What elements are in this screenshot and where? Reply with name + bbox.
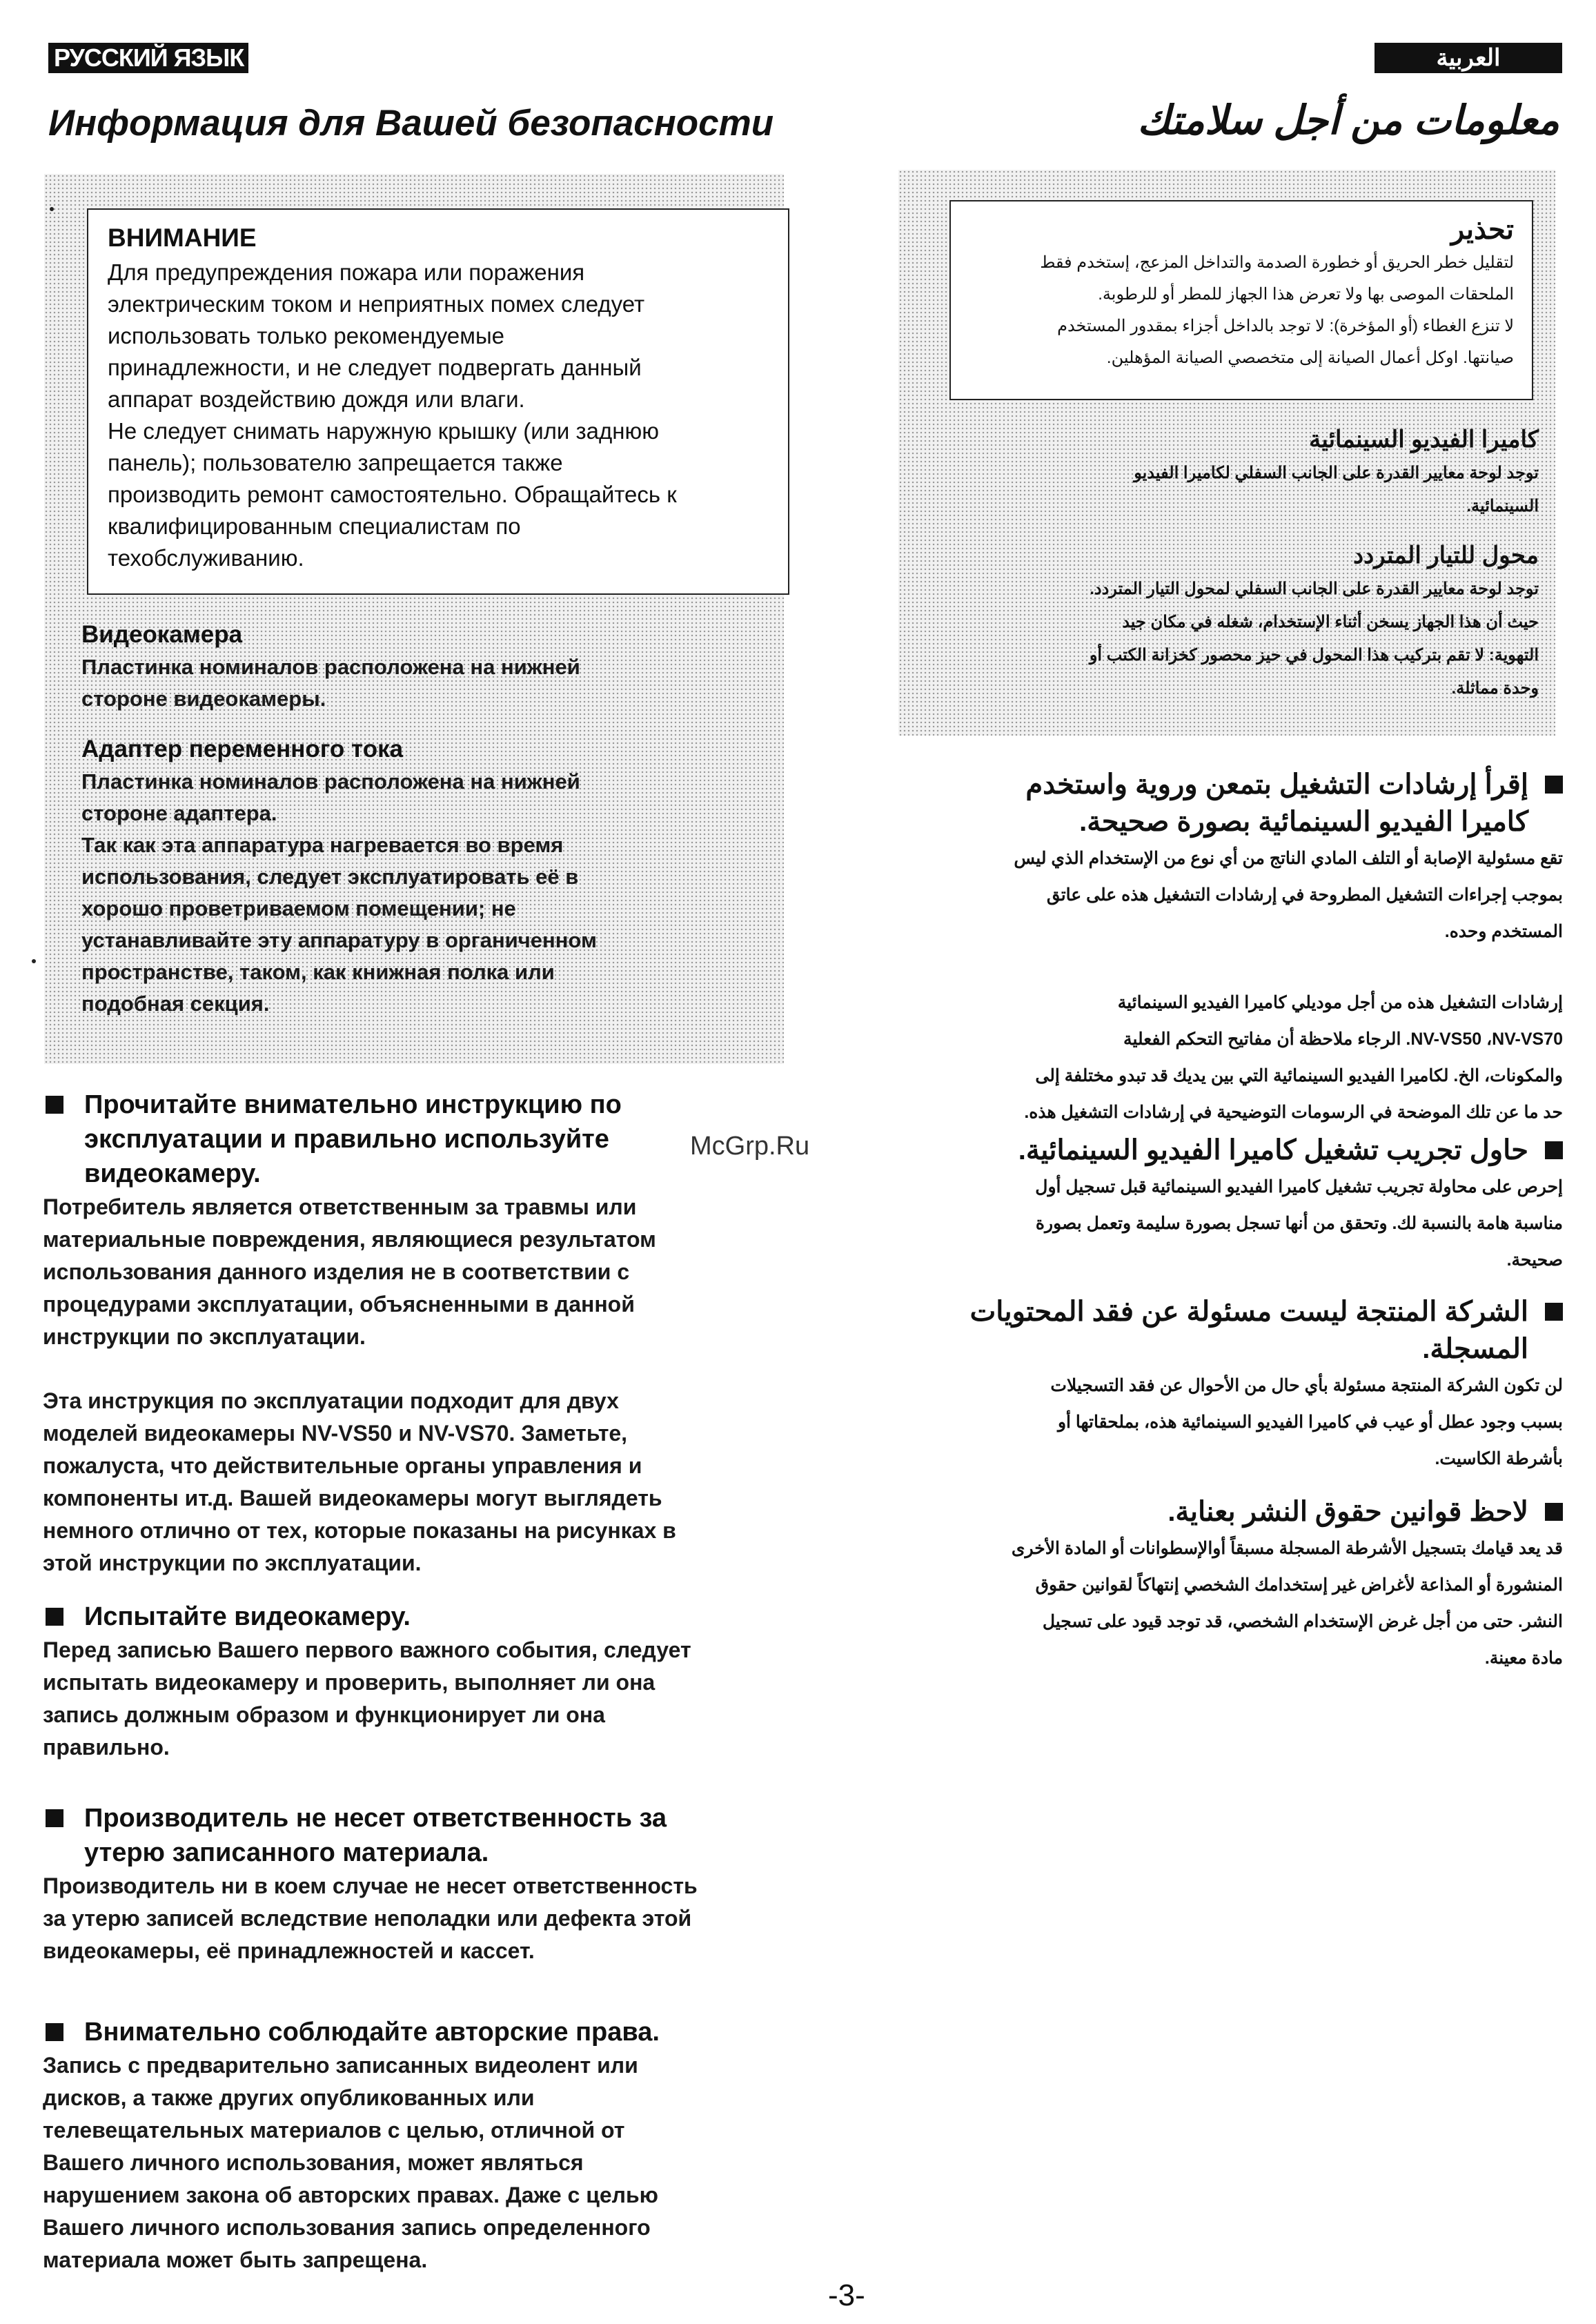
text-line: этой инструкции по эксплуатации.	[43, 1550, 422, 1575]
text-line: الشركة المنتجة ليست مسئولة عن فقد المحتويات	[969, 1297, 1528, 1327]
text-line: видеокамеры, её принадлежностей и кассет.	[43, 1938, 535, 1963]
text-line: панель); пользователю запрещается также	[108, 450, 563, 475]
text-line: Производитель не несет ответственность за	[84, 1804, 667, 1833]
text-line: التهوية: لا تقم بتركيب هذا المحول في حيز محصور كخزانة الكتب أو	[1089, 646, 1539, 664]
text-line: запись должным образом и функционирует ли она	[43, 1702, 605, 1727]
margin-mark	[32, 959, 36, 963]
text-line: использовать только рекомендуемые	[108, 323, 505, 348]
section-heading	[890, 1293, 1563, 1368]
text-line: المستخدم وحده.	[1444, 922, 1563, 941]
text-line: Прочитайте внимательно инструкцию по	[84, 1090, 622, 1119]
text-line: إقرأ إرشادات التشغيل بتمعن وروية واستخدم	[1025, 769, 1528, 800]
section-heading: Внимательно соблюдайте авторские права.	[43, 2015, 822, 2049]
watermark-text: McGrp.Ru	[690, 1132, 810, 1161]
margin-mark	[50, 207, 54, 211]
text-line: Перед записью Вашего первого важного события, следует	[43, 1637, 691, 1662]
ru-camera-info	[81, 618, 778, 715]
ru-page-title: Информация для Вашей безопасности	[48, 103, 774, 144]
text-line: материала может быть запрещена.	[43, 2247, 428, 2272]
text-line: стороне видеокамеры.	[81, 687, 326, 711]
text-line: حد ما عن تلك الموضحة في الرسومات التوضيحية في إرشادات التشغيل هذه.	[1024, 1103, 1563, 1122]
text-line: بموجب إجراءات التشغيل المطروحة في إرشادات التشغيل هذه على عاتق	[1046, 885, 1563, 905]
text-line: Пластинка номиналов расположена на нижней	[81, 655, 580, 679]
text-line: Запись с предварительно записанных видеолент или	[43, 2053, 638, 2078]
text-line: пожалуста, что действительные органы управления и	[43, 1453, 642, 1478]
text-line: قد يعد قيامك بتسجيل الأشرطة المسجلة مسبقاً أوالإسطوانات أو المادة الأخرى	[1011, 1539, 1563, 1558]
ar-section-read-instructions	[890, 766, 1563, 1131]
section-heading: لاحظ قوانين حقوق النشر بعناية.	[890, 1493, 1563, 1530]
bullet-square-icon	[46, 1608, 63, 1626]
text-line: Вашего личного использования запись определенного	[43, 2215, 651, 2240]
text-line: инструкции по эксплуатации.	[43, 1324, 366, 1349]
text-line: مادة معينة.	[1484, 1648, 1563, 1668]
bullet-square-icon	[1545, 776, 1563, 794]
text-line: видеокамеру.	[84, 1159, 261, 1188]
ru-warning-text	[108, 257, 769, 574]
text-line: компоненты ит.д. Вашей видеокамеры могут выглядеть	[43, 1486, 662, 1510]
text-line: Пластинка номиналов расположена на нижней	[81, 769, 580, 794]
text-line: пространстве, таком, как книжная полка или	[81, 960, 555, 984]
bullet-square-icon	[1545, 1303, 1563, 1321]
text-line: النشر. حتى من أجل غرض الإستخدام الشخصي، قد توجد قيود على تسجيل	[1042, 1612, 1563, 1631]
text-line: стороне адаптера.	[81, 801, 277, 825]
ar-adapter-info	[945, 538, 1539, 705]
text-line: моделей видеокамеры NV-VS50 и NV-VS70. Заметьте,	[43, 1421, 628, 1446]
text-line: لن تكون الشركة المنتجة مسئولة بأي حال من الأحوال عن فقد التسجيلات	[1050, 1376, 1563, 1395]
text-line: принадлежности, и не следует подвергать данный	[108, 355, 642, 380]
text-line: использования, следует эксплуатировать её в	[81, 865, 579, 889]
bullet-square-icon	[46, 1096, 63, 1114]
ar-page-title: معلومات من أجل سلامتك	[1137, 98, 1559, 143]
text-line: Для предупреждения пожара или поражения	[108, 259, 585, 285]
text-line: إحرص على محاولة تجريب تشغيل كاميرا الفيديو السينمائية قبل تسجيل أول	[1035, 1177, 1563, 1197]
text-line: لا تنزع الغطاء (أو المؤخرة): لا توجد بالداخل أجزاء بمقدور المستخدم	[1057, 317, 1514, 335]
text-line: подобная секция.	[81, 992, 270, 1016]
text-line: квалифицированным специалистам по	[108, 513, 521, 539]
text-line: صحيحة.	[1506, 1250, 1563, 1270]
bullet-square-icon	[46, 1809, 63, 1827]
text-line: аппарат воздействию дождя или влаги.	[108, 386, 525, 412]
text-line: хорошо проветриваемом помещении; не	[81, 896, 516, 920]
text-line: процедурами эксплуатации, объясненными в данной	[43, 1292, 635, 1317]
ru-adapter-heading: Адаптер переменного тока	[81, 736, 404, 762]
text-line: техобслуживанию.	[108, 545, 304, 571]
ar-warning-box	[949, 200, 1533, 400]
text-line: المنشورة أو المذاعة لأغراض غير إستخدامك الشخصي إنتهاكاً لقوانين حقوق	[1035, 1575, 1563, 1595]
section-heading: Испытайте видеокамеру.	[43, 1599, 822, 1634]
ru-language-tag: РУССКИЙ ЯЗЫК	[48, 43, 248, 73]
ar-warning-title: تحذير	[1450, 215, 1514, 245]
ru-section-liability	[43, 1801, 822, 1967]
text-line: توجد لوحة معايير القدرة على الجانب السفلي لمحول التيار المتردد.	[1090, 580, 1539, 598]
text-line: Производитель ни в коем случае не несет ответственность	[43, 1873, 698, 1898]
text-line: الملحقات الموصى بها ولا تعرض هذا الجهاز للمطر أو للرطوبة.	[1098, 285, 1514, 304]
text-line: السينمائية.	[1466, 497, 1539, 515]
text-line: утерю записанного материала.	[84, 1838, 489, 1867]
section-heading	[890, 766, 1563, 840]
text-line: بسبب وجود عطل أو عيب في كاميرا الفيديو السينمائية هذه، بملحقاتها أو	[1057, 1412, 1563, 1432]
ru-section-test-camera	[43, 1599, 822, 1764]
text-line: материальные повреждения, являющиеся результатом	[43, 1227, 656, 1252]
text-line: مناسبة هامة بالنسبة لك. وتحقق من أنها تسجل بصورة سليمة وتعمل بصورة	[1035, 1214, 1563, 1233]
text-line: нарушением закона об авторских правах. Даже с целью	[43, 2183, 658, 2207]
ar-camera-info	[945, 422, 1539, 523]
ar-warning-text	[969, 247, 1514, 374]
text-line: بأشرطة الكاسيت.	[1435, 1449, 1563, 1468]
text-line: Не следует снимать наружную крышку (или заднюю	[108, 418, 659, 444]
page-number: -3-	[828, 2278, 865, 2312]
bullet-square-icon	[1545, 1141, 1563, 1159]
bullet-square-icon	[1545, 1503, 1563, 1521]
text-line: Вашего личного использования, может являться	[43, 2150, 584, 2175]
text-line: эксплуатации и правильно используйте	[84, 1125, 609, 1154]
text-line: توجد لوحة معايير القدرة على الجانب السفلي لكاميرا الفيديو	[1134, 464, 1539, 482]
text-line: устанавливайте эту аппаратуру в органиченном	[81, 928, 597, 952]
section-heading	[43, 1801, 822, 1870]
text-line: правильно.	[43, 1735, 170, 1760]
text-line: электрическим током и неприятных помех следует	[108, 291, 645, 317]
ar-section-liability	[890, 1293, 1563, 1477]
text-line: немного отлично от тех, которые показаны на рисунках в	[43, 1518, 676, 1543]
ar-camera-heading: كاميرا الفيديو السينمائية	[1309, 426, 1539, 453]
text-line: والمكونات، الخ. لكاميرا الفيديو السينمائية التي بين يديك قد تبدو مختلفة إلى	[1035, 1066, 1563, 1085]
ru-section-copyright	[43, 2015, 822, 2276]
ru-adapter-info	[81, 733, 778, 1020]
ru-camera-heading: Видеокамера	[81, 621, 243, 648]
text-line: إرشادات التشغيل هذه من أجل موديلي كاميرا الفيديو السينمائية	[1117, 993, 1563, 1012]
ru-warning-box	[87, 208, 789, 595]
ar-language-tag: العربية	[1375, 43, 1562, 73]
text-line: испытать видеокамеру и проверить, выполняет ли она	[43, 1670, 656, 1695]
text-line: телевещательных материалов с целью, отличной от	[43, 2118, 625, 2143]
text-line: за утерю записей вследствие неполадки или дефекта этой	[43, 1906, 692, 1931]
text-line: كاميرا الفيديو السينمائية بصورة صحيحة.	[1079, 807, 1528, 837]
text-line: Эта инструкция по эксплуатации подходит для двух	[43, 1388, 619, 1413]
section-heading: حاول تجريب تشغيل كاميرا الفيديو السينمائية.	[890, 1132, 1563, 1169]
text-line: Потребитель является ответственным за травмы или	[43, 1194, 637, 1219]
ru-warning-title: ВНИМАНИЕ	[108, 224, 257, 252]
text-line: NV-VS50 ،NV-VS70. الرجاء ملاحظة أن مفاتيح التحكم الفعلية	[1123, 1030, 1563, 1049]
ar-section-copyright	[890, 1493, 1563, 1677]
ar-adapter-heading: محول للتيار المتردد	[1353, 542, 1539, 569]
bullet-square-icon	[46, 2023, 63, 2041]
text-line: المسجلة.	[1422, 1334, 1528, 1364]
text-line: дисков, а также других опубликованных или	[43, 2085, 535, 2110]
text-line: производить ремонт самостоятельно. Обращайтесь к	[108, 482, 677, 507]
text-line: تقع مسئولية الإصابة أو التلف المادي الناتج من أي نوع من الإستخدام الذي ليس	[1014, 849, 1563, 868]
text-line: لتقليل خطر الحريق أو خطورة الصدمة والتداخل المزعج، إستخدم فقط	[1040, 253, 1514, 272]
text-line: صيانتها. اوكل أعمال الصيانة إلى متخصصي الصيانة المؤهلين.	[1106, 348, 1514, 367]
text-line: وحدة مماثلة.	[1451, 679, 1539, 698]
text-line: использования данного изделия не в соответствии с	[43, 1259, 630, 1284]
text-line: حيث أن هذا الجهاز يسخن أثناء الإستخدام، شغله في مكان جيد	[1122, 613, 1539, 631]
text-line: Так как эта аппаратура нагревается во время	[81, 833, 564, 857]
ar-section-test-camera	[890, 1132, 1563, 1279]
